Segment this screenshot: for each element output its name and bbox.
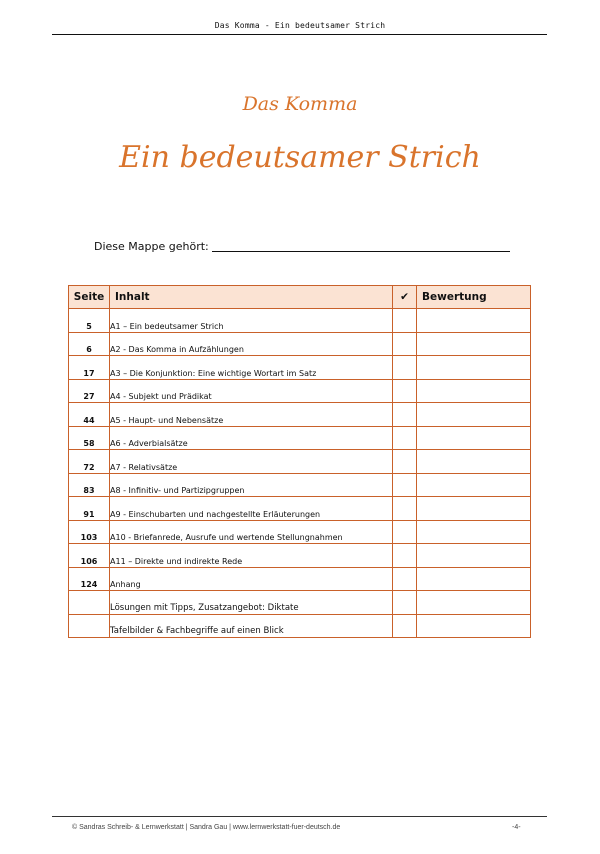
row-rating[interactable] — [417, 473, 531, 497]
table-row — [69, 356, 531, 380]
row-content: A10 - Briefanrede, Ausrufe und wertende Stellungnahmen — [110, 520, 393, 544]
table-row — [69, 403, 531, 427]
table-row — [69, 520, 531, 544]
row-checkbox[interactable] — [393, 309, 417, 333]
row-checkbox[interactable] — [393, 356, 417, 380]
row-rating[interactable] — [417, 332, 531, 356]
footer-page-number: -4- — [512, 824, 521, 831]
header-rating: Bewertung — [417, 286, 531, 309]
row-checkbox[interactable] — [393, 567, 417, 591]
row-checkbox[interactable] — [393, 403, 417, 427]
row-content: A7 - Relativsätze — [110, 450, 393, 474]
table-row — [69, 591, 531, 615]
row-checkbox[interactable] — [393, 379, 417, 403]
row-content: Lösungen mit Tipps, Zusatzangebot: Diktate — [110, 591, 393, 615]
table-row — [69, 450, 531, 474]
row-page: 103 — [69, 520, 110, 544]
table-row — [69, 426, 531, 450]
row-checkbox[interactable] — [393, 614, 417, 638]
row-rating[interactable] — [417, 309, 531, 333]
row-content: A11 – Direkte und indirekte Rede — [110, 544, 393, 568]
row-content: A8 - Infinitiv- und Partizipgruppen — [110, 473, 393, 497]
row-content: A6 - Adverbialsätze — [110, 426, 393, 450]
row-content: Anhang — [110, 567, 393, 591]
row-page: 17 — [69, 356, 110, 380]
row-checkbox[interactable] — [393, 426, 417, 450]
page-title: Ein bedeutsamer Strich — [119, 140, 481, 175]
row-page: 124 — [69, 567, 110, 591]
row-checkbox[interactable] — [393, 450, 417, 474]
row-content: A5 - Haupt- und Nebensätze — [110, 403, 393, 427]
row-page: 27 — [69, 379, 110, 403]
table-row — [69, 379, 531, 403]
row-content: A4 - Subjekt und Prädikat — [110, 379, 393, 403]
row-rating[interactable] — [417, 520, 531, 544]
row-checkbox[interactable] — [393, 520, 417, 544]
contents-table — [68, 285, 531, 638]
row-page: 83 — [69, 473, 110, 497]
row-page: 44 — [69, 403, 110, 427]
row-checkbox[interactable] — [393, 332, 417, 356]
row-rating[interactable] — [417, 403, 531, 427]
table-header-row — [69, 286, 531, 309]
table-row — [69, 614, 531, 638]
row-rating[interactable] — [417, 379, 531, 403]
row-checkbox[interactable] — [393, 544, 417, 568]
row-page: 6 — [69, 332, 110, 356]
header-page: Seite — [69, 286, 110, 309]
row-rating[interactable] — [417, 497, 531, 521]
header-divider — [52, 34, 547, 35]
table-row — [69, 332, 531, 356]
row-content: Tafelbilder & Fachbegriffe auf einen Blick — [110, 614, 393, 638]
row-page: 58 — [69, 426, 110, 450]
row-page: 72 — [69, 450, 110, 474]
row-checkbox[interactable] — [393, 497, 417, 521]
row-page — [69, 591, 110, 615]
row-page: 91 — [69, 497, 110, 521]
row-rating[interactable] — [417, 426, 531, 450]
table-row — [69, 497, 531, 521]
row-page: 5 — [69, 309, 110, 333]
table-row — [69, 473, 531, 497]
row-rating[interactable] — [417, 591, 531, 615]
row-checkbox[interactable] — [393, 591, 417, 615]
owner-name-line[interactable] — [212, 251, 510, 252]
table-row — [69, 567, 531, 591]
row-content: A3 – Die Konjunktion: Eine wichtige Wortart im Satz — [110, 356, 393, 380]
row-content: A2 - Das Komma in Aufzählungen — [110, 332, 393, 356]
table-row — [69, 309, 531, 333]
row-content: A1 – Ein bedeutsamer Strich — [110, 309, 393, 333]
header-content: Inhalt — [110, 286, 393, 309]
row-page: 106 — [69, 544, 110, 568]
row-rating[interactable] — [417, 614, 531, 638]
row-rating[interactable] — [417, 356, 531, 380]
row-rating[interactable] — [417, 544, 531, 568]
running-header: Das Komma - Ein bedeutsamer Strich — [214, 21, 386, 30]
row-page — [69, 614, 110, 638]
footer-divider — [52, 816, 547, 817]
row-rating[interactable] — [417, 567, 531, 591]
row-content: A9 - Einschubarten und nachgestellte Erläuterungen — [110, 497, 393, 521]
table-row — [69, 544, 531, 568]
title-line-1: Das Komma — [242, 93, 358, 115]
row-rating[interactable] — [417, 450, 531, 474]
header-check: ✔ — [393, 286, 417, 309]
owner-label: Diese Mappe gehört: — [94, 240, 209, 253]
row-checkbox[interactable] — [393, 473, 417, 497]
footer-copyright: © Sandras Schreib- & Lernwerkstatt | Sandra Gau | www.lernwerkstatt-fuer-deutsch.de — [72, 824, 341, 831]
